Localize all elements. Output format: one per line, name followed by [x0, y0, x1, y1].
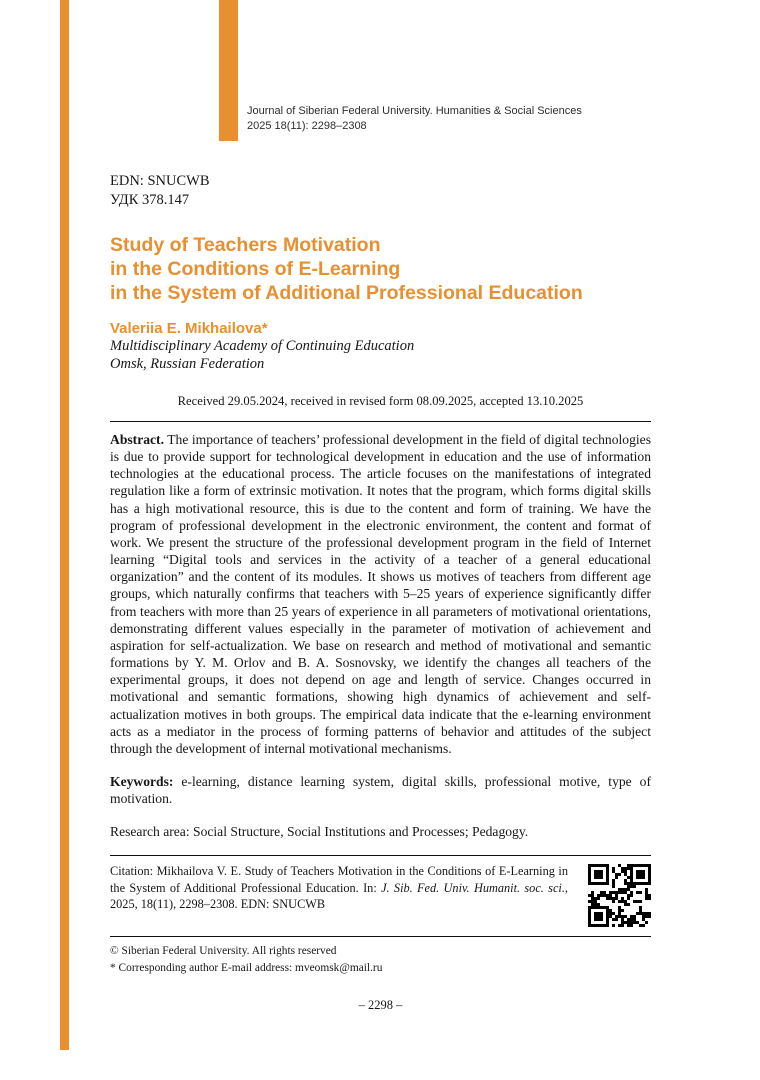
divider-above-abstract [110, 421, 651, 422]
keywords-paragraph [110, 773, 651, 807]
abstract-paragraph [110, 431, 651, 757]
abstract-text: The importance of teachers’ professional development in the field of digital technologies is due to provide support for technological development in education and the use of information technologies at the educational process. The article focuses on the manifestations of integrated regulation like a form of extrinsic motivation. It notes that the program, which forms digital skills has a high motivational resource, this is due to the content and form of training. We have the program of professional development in the electronic environment, the content and format of work. We present the structure of the professional development program in the field of Internet learning “Digital tools and services in the activity of a teacher of a general educational organization” and the content of its modules. It shows us motives of teachers from different age groups, which naturally confirms that teachers with 5–25 years of experience significantly differ from teachers with more than 25 years of experience in all parameters of motivational orientations, demonstrating different values especially in the parameter of motivation of achievement and aspiration for self-actualization. We base on research and method of motivational and semantic formations by Y. M. Orlov and B. A. Sosnovsky, we identify the changes all teachers of the experimental groups, it does not depend on age and length of service. Changes occurred in motivational and semantic formations, showing high dynamics of achievement and self-actualization motives in both groups. The empirical data indicate that the e-learning environment acts as a mediator in the process of forming patterns of behavior and attitudes of the subject through the development of internal motivational mechanisms. [110, 432, 651, 756]
keywords-label: Keywords: [110, 773, 174, 789]
accent-left-bar [60, 0, 69, 1050]
journal-issue-line: 2025 18(11): 2298–2308 [247, 119, 367, 132]
qr-code-icon [588, 864, 651, 927]
citation-prefix: Citation: Mikhailova V. E. Study of Teachers Motivation in the Conditions of E-Learning in the System of Additional Professional Education. In: [110, 864, 568, 895]
research-area-line: Research area: Social Structure, Social Institutions and Processes; Pedagogy. [110, 824, 529, 840]
citation-suffix: , 2025, 18(11), 2298–2308. EDN: SNUCWB [110, 880, 568, 912]
keywords-text: e-learning, distance learning system, digital skills, professional motive, type of motivation. [110, 773, 651, 807]
article-first-page [110, 172, 651, 1013]
edn-line: EDN: SNUCWB [110, 173, 210, 189]
author-location: Omsk, Russian Federation [110, 355, 265, 372]
divider-above-footnotes [110, 936, 651, 937]
abstract-label: Abstract. [110, 432, 164, 447]
divider-above-citation [110, 855, 651, 856]
article-title [110, 233, 651, 305]
received-dates: Received 29.05.2024, received in revised form 08.09.2025, accepted 13.10.2025 [177, 394, 584, 408]
page-number: – 2298 – [358, 998, 403, 1013]
citation-block [110, 863, 651, 927]
accent-header-bar [219, 0, 238, 141]
title-line-1: Study of Teachers Motivation [110, 234, 381, 256]
journal-title-line: Journal of Siberian Federal University. Humanities & Social Sciences [247, 105, 582, 117]
journal-header [247, 104, 582, 133]
citation-journal: J. Sib. Fed. Univ. Humanit. soc. sci. [381, 880, 565, 895]
title-line-3: in the System of Additional Professional Education [110, 282, 583, 304]
footnotes [110, 943, 651, 976]
author-name: Valeriia E. Mikhailova* [110, 320, 268, 337]
copyright-note: © Siberian Federal University. All rights reserved [110, 945, 337, 958]
title-line-2: in the Conditions of E-Learning [110, 258, 401, 280]
udk-line: УДК 378.147 [110, 191, 190, 208]
author-affiliation: Multidisciplinary Academy of Continuing Education [110, 338, 415, 354]
citation-text [110, 863, 568, 913]
corresponding-author-note: * Corresponding author E-mail address: mveomsk@mail.ru [110, 961, 383, 974]
